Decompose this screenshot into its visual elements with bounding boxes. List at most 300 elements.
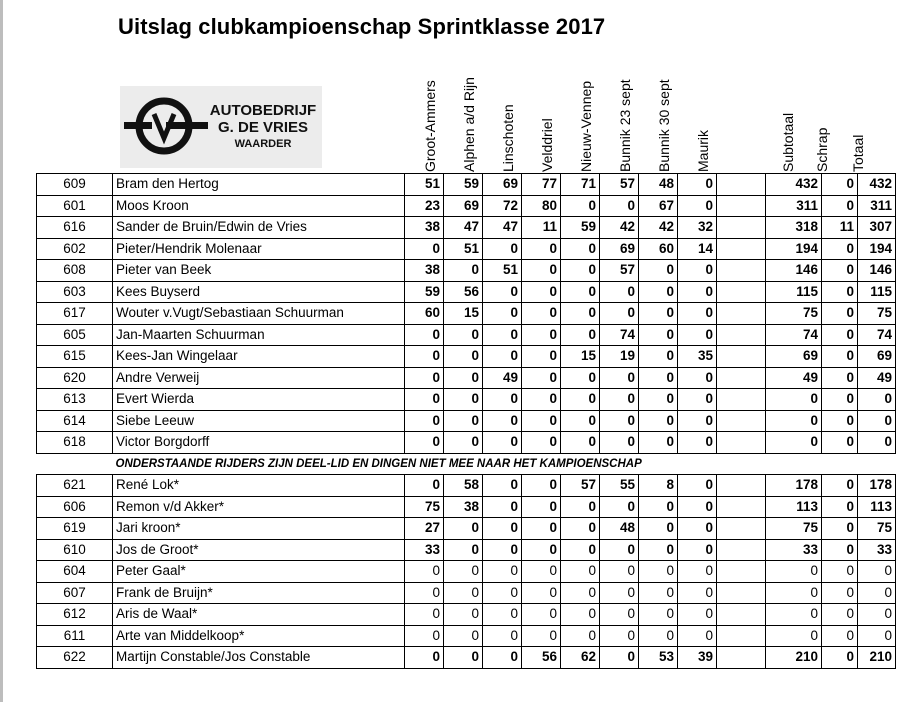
empty-cell <box>717 647 766 669</box>
schrap-cell: 0 <box>822 324 858 346</box>
score-cell: 32 <box>678 217 717 239</box>
rider-number: 603 <box>37 281 113 303</box>
score-cell: 0 <box>405 625 444 647</box>
score-cell: 0 <box>639 324 678 346</box>
score-cell: 69 <box>444 195 483 217</box>
score-cell: 0 <box>678 367 717 389</box>
subtotal-cell: 69 <box>766 346 822 368</box>
rider-number: 606 <box>37 496 113 518</box>
logo-line-3: WAARDER <box>234 138 292 150</box>
table-row <box>37 539 896 561</box>
empty-cell <box>717 475 766 497</box>
logo-text <box>204 102 322 153</box>
score-cell: 75 <box>405 496 444 518</box>
score-cell: 38 <box>444 496 483 518</box>
score-cell: 14 <box>678 238 717 260</box>
score-cell: 59 <box>405 281 444 303</box>
score-cell: 0 <box>405 582 444 604</box>
score-cell: 0 <box>522 625 561 647</box>
rider-number: 602 <box>37 238 113 260</box>
score-cell: 51 <box>444 238 483 260</box>
subtotal-cell: 0 <box>766 582 822 604</box>
total-cell: 311 <box>858 195 896 217</box>
total-cell: 113 <box>858 496 896 518</box>
score-cell: 38 <box>405 217 444 239</box>
rider-name: Aris de Waal* <box>113 604 405 626</box>
score-cell: 0 <box>483 281 522 303</box>
score-cell: 0 <box>561 389 600 411</box>
score-cell: 58 <box>444 475 483 497</box>
subtotal-cell: 49 <box>766 367 822 389</box>
score-cell: 53 <box>639 647 678 669</box>
score-cell: 39 <box>678 647 717 669</box>
score-cell: 0 <box>444 432 483 454</box>
schrap-cell: 0 <box>822 561 858 583</box>
score-cell: 0 <box>483 647 522 669</box>
score-cell: 69 <box>483 174 522 196</box>
rider-number: 615 <box>37 346 113 368</box>
score-cell: 0 <box>639 539 678 561</box>
score-cell: 0 <box>444 582 483 604</box>
rider-name: Sander de Bruin/Edwin de Vries <box>113 217 405 239</box>
table-row <box>37 217 896 239</box>
score-cell: 0 <box>522 539 561 561</box>
rider-name: Martijn Constable/Jos Constable <box>113 647 405 669</box>
empty-cell <box>717 432 766 454</box>
score-cell: 0 <box>483 389 522 411</box>
total-cell: 33 <box>858 539 896 561</box>
score-cell: 0 <box>522 518 561 540</box>
subtotal-cell: 178 <box>766 475 822 497</box>
rider-name: Frank de Bruijn* <box>113 582 405 604</box>
subtotal-cell: 194 <box>766 238 822 260</box>
score-cell: 0 <box>600 303 639 325</box>
score-cell: 0 <box>678 539 717 561</box>
total-cell: 75 <box>858 518 896 540</box>
rider-number: 616 <box>37 217 113 239</box>
rider-name: Peter Gaal* <box>113 561 405 583</box>
empty-cell <box>717 582 766 604</box>
score-cell: 0 <box>678 281 717 303</box>
score-cell: 51 <box>405 174 444 196</box>
score-cell: 0 <box>522 410 561 432</box>
score-cell: 0 <box>522 496 561 518</box>
rider-number: 605 <box>37 324 113 346</box>
score-cell: 0 <box>522 260 561 282</box>
score-cell: 77 <box>522 174 561 196</box>
score-cell: 59 <box>444 174 483 196</box>
rider-name: Moos Kroon <box>113 195 405 217</box>
empty-cell <box>717 410 766 432</box>
rider-name: Arte van Middelkoop* <box>113 625 405 647</box>
score-cell: 0 <box>561 367 600 389</box>
deel-lid-note: ONDERSTAANDE RIJDERS ZIJN DEEL-LID EN DINGEN NIET MEE NAAR HET KAMPIOENSCHAP <box>113 453 896 475</box>
schrap-cell: 0 <box>822 174 858 196</box>
total-cell: 69 <box>858 346 896 368</box>
score-cell: 0 <box>561 539 600 561</box>
score-cell: 0 <box>600 561 639 583</box>
score-cell: 0 <box>678 260 717 282</box>
score-cell: 0 <box>600 625 639 647</box>
table-row <box>37 367 896 389</box>
score-cell: 0 <box>522 475 561 497</box>
score-cell: 0 <box>639 260 678 282</box>
score-cell: 0 <box>444 518 483 540</box>
score-cell: 0 <box>561 324 600 346</box>
subtotal-cell: 0 <box>766 561 822 583</box>
table-row <box>37 475 896 497</box>
score-cell: 11 <box>522 217 561 239</box>
rider-number: 617 <box>37 303 113 325</box>
score-cell: 0 <box>639 389 678 411</box>
score-cell: 0 <box>600 496 639 518</box>
score-cell: 0 <box>405 346 444 368</box>
schrap-cell: 0 <box>822 260 858 282</box>
score-cell: 0 <box>639 281 678 303</box>
score-cell: 0 <box>678 432 717 454</box>
table-row <box>37 303 896 325</box>
score-cell: 0 <box>444 647 483 669</box>
score-cell: 60 <box>405 303 444 325</box>
table-row <box>37 195 896 217</box>
score-cell: 0 <box>561 303 600 325</box>
score-cell: 0 <box>444 346 483 368</box>
score-cell: 0 <box>678 625 717 647</box>
total-cell: 0 <box>858 410 896 432</box>
empty-cell <box>717 238 766 260</box>
rider-number: 619 <box>37 518 113 540</box>
score-cell: 67 <box>639 195 678 217</box>
table-row <box>37 174 896 196</box>
schrap-cell: 0 <box>822 647 858 669</box>
subtotal-cell: 75 <box>766 518 822 540</box>
gear-logo-icon <box>124 92 208 162</box>
score-cell: 0 <box>522 582 561 604</box>
score-cell: 42 <box>639 217 678 239</box>
empty-cell <box>717 281 766 303</box>
schrap-cell: 0 <box>822 518 858 540</box>
score-cell: 80 <box>522 195 561 217</box>
total-cell: 0 <box>858 389 896 411</box>
schrap-cell: 0 <box>822 496 858 518</box>
score-cell: 0 <box>522 432 561 454</box>
empty-cell <box>717 389 766 411</box>
score-cell: 8 <box>639 475 678 497</box>
score-cell: 0 <box>561 582 600 604</box>
rider-number: 608 <box>37 260 113 282</box>
score-cell: 38 <box>405 260 444 282</box>
score-cell: 0 <box>405 647 444 669</box>
score-cell: 59 <box>561 217 600 239</box>
score-cell: 0 <box>678 389 717 411</box>
score-cell: 0 <box>678 174 717 196</box>
table-row <box>37 647 896 669</box>
total-cell: 0 <box>858 604 896 626</box>
table-row <box>37 561 896 583</box>
score-cell: 0 <box>600 647 639 669</box>
score-cell: 0 <box>405 238 444 260</box>
schrap-cell: 0 <box>822 303 858 325</box>
rider-name: Jari kroon* <box>113 518 405 540</box>
score-cell: 0 <box>522 604 561 626</box>
subtotal-cell: 0 <box>766 625 822 647</box>
score-cell: 0 <box>483 346 522 368</box>
score-cell: 0 <box>561 238 600 260</box>
score-cell: 0 <box>561 260 600 282</box>
score-cell: 0 <box>444 410 483 432</box>
results-table <box>36 173 896 669</box>
score-cell: 0 <box>405 324 444 346</box>
total-cell: 0 <box>858 432 896 454</box>
subtotal-cell: 0 <box>766 410 822 432</box>
rider-name: Remon v/d Akker* <box>113 496 405 518</box>
score-cell: 0 <box>444 367 483 389</box>
rider-name: Evert Wierda <box>113 389 405 411</box>
score-cell: 0 <box>639 625 678 647</box>
score-cell: 0 <box>483 324 522 346</box>
score-cell: 48 <box>600 518 639 540</box>
schrap-cell: 0 <box>822 625 858 647</box>
rider-name: Jos de Groot* <box>113 539 405 561</box>
score-cell: 0 <box>639 604 678 626</box>
score-cell: 0 <box>561 432 600 454</box>
score-cell: 0 <box>405 604 444 626</box>
score-cell: 0 <box>561 195 600 217</box>
score-cell: 0 <box>483 539 522 561</box>
score-cell: 0 <box>483 432 522 454</box>
score-cell: 27 <box>405 518 444 540</box>
schrap-cell: 11 <box>822 217 858 239</box>
score-cell: 0 <box>483 238 522 260</box>
score-cell: 0 <box>444 604 483 626</box>
score-cell: 0 <box>678 604 717 626</box>
score-cell: 0 <box>444 324 483 346</box>
score-cell: 0 <box>405 367 444 389</box>
schrap-cell: 0 <box>822 195 858 217</box>
table-row <box>37 324 896 346</box>
score-cell: 0 <box>639 561 678 583</box>
score-cell: 0 <box>678 518 717 540</box>
schrap-cell: 0 <box>822 389 858 411</box>
score-cell: 0 <box>639 303 678 325</box>
score-cell: 0 <box>678 195 717 217</box>
logo-line-2: G. DE VRIES <box>217 119 309 136</box>
rider-name: René Lok* <box>113 475 405 497</box>
empty-cell <box>717 367 766 389</box>
score-cell: 47 <box>483 217 522 239</box>
score-cell: 0 <box>405 410 444 432</box>
score-cell: 0 <box>405 475 444 497</box>
score-cell: 48 <box>639 174 678 196</box>
score-cell: 0 <box>678 496 717 518</box>
empty-cell <box>37 453 113 475</box>
score-cell: 0 <box>639 367 678 389</box>
logo-line-1: AUTOBEDRIJF <box>209 102 317 119</box>
score-cell: 0 <box>639 582 678 604</box>
score-cell: 57 <box>561 475 600 497</box>
empty-cell <box>717 518 766 540</box>
subtotal-cell: 115 <box>766 281 822 303</box>
score-cell: 0 <box>600 281 639 303</box>
subtotal-cell: 318 <box>766 217 822 239</box>
score-cell: 19 <box>600 346 639 368</box>
rider-number: 610 <box>37 539 113 561</box>
score-cell: 62 <box>561 647 600 669</box>
empty-cell <box>717 539 766 561</box>
rider-name: Andre Verweij <box>113 367 405 389</box>
score-cell: 0 <box>444 389 483 411</box>
empty-cell <box>717 217 766 239</box>
score-cell: 0 <box>561 561 600 583</box>
subtotal-cell: 432 <box>766 174 822 196</box>
schrap-cell: 0 <box>822 367 858 389</box>
score-cell: 0 <box>639 346 678 368</box>
total-cell: 210 <box>858 647 896 669</box>
total-cell: 0 <box>858 582 896 604</box>
rider-name: Siebe Leeuw <box>113 410 405 432</box>
score-cell: 0 <box>561 496 600 518</box>
rider-name: Pieter/Hendrik Molenaar <box>113 238 405 260</box>
rider-number: 621 <box>37 475 113 497</box>
rider-name: Kees-Jan Wingelaar <box>113 346 405 368</box>
page-title: Uitslag clubkampioenschap Sprintklasse 2017 <box>118 14 606 39</box>
deel-lid-note-row <box>37 453 896 475</box>
score-cell: 0 <box>678 324 717 346</box>
total-cell: 307 <box>858 217 896 239</box>
table-row <box>37 410 896 432</box>
subtotal-cell: 0 <box>766 389 822 411</box>
total-cell: 74 <box>858 324 896 346</box>
score-cell: 0 <box>678 475 717 497</box>
score-cell: 23 <box>405 195 444 217</box>
score-cell: 42 <box>600 217 639 239</box>
rider-number: 604 <box>37 561 113 583</box>
table-row <box>37 518 896 540</box>
score-cell: 0 <box>561 625 600 647</box>
score-cell: 0 <box>678 582 717 604</box>
rider-number: 609 <box>37 174 113 196</box>
score-cell: 0 <box>522 238 561 260</box>
score-cell: 0 <box>600 582 639 604</box>
subtotal-cell: 0 <box>766 604 822 626</box>
empty-cell <box>717 324 766 346</box>
score-cell: 0 <box>678 561 717 583</box>
score-cell: 0 <box>522 389 561 411</box>
rider-name: Pieter van Beek <box>113 260 405 282</box>
score-cell: 71 <box>561 174 600 196</box>
score-cell: 0 <box>522 346 561 368</box>
table-row <box>37 604 896 626</box>
score-cell: 0 <box>444 260 483 282</box>
empty-cell <box>717 625 766 647</box>
table-row <box>37 346 896 368</box>
rider-number: 618 <box>37 432 113 454</box>
score-cell: 0 <box>639 432 678 454</box>
schrap-cell: 0 <box>822 604 858 626</box>
score-cell: 0 <box>678 410 717 432</box>
schrap-cell: 0 <box>822 475 858 497</box>
empty-cell <box>717 604 766 626</box>
subtotal-cell: 311 <box>766 195 822 217</box>
score-cell: 57 <box>600 260 639 282</box>
score-cell: 0 <box>483 475 522 497</box>
score-cell: 56 <box>522 647 561 669</box>
table-row <box>37 432 896 454</box>
score-cell: 15 <box>561 346 600 368</box>
score-cell: 0 <box>600 604 639 626</box>
total-cell: 0 <box>858 625 896 647</box>
rider-number: 611 <box>37 625 113 647</box>
rider-number: 612 <box>37 604 113 626</box>
score-cell: 0 <box>444 539 483 561</box>
rider-number: 601 <box>37 195 113 217</box>
rider-name: Victor Borgdorff <box>113 432 405 454</box>
rider-number: 614 <box>37 410 113 432</box>
table-row <box>37 582 896 604</box>
table-row <box>37 625 896 647</box>
subtotal-cell: 75 <box>766 303 822 325</box>
schrap-cell: 0 <box>822 238 858 260</box>
score-cell: 0 <box>561 410 600 432</box>
score-cell: 0 <box>561 604 600 626</box>
score-cell: 0 <box>639 496 678 518</box>
score-cell: 0 <box>600 410 639 432</box>
empty-cell <box>717 195 766 217</box>
schrap-cell: 0 <box>822 410 858 432</box>
subtotal-cell: 210 <box>766 647 822 669</box>
score-cell: 0 <box>483 604 522 626</box>
score-cell: 0 <box>600 432 639 454</box>
subtotal-cell: 0 <box>766 432 822 454</box>
score-cell: 56 <box>444 281 483 303</box>
total-cell: 115 <box>858 281 896 303</box>
score-cell: 0 <box>561 518 600 540</box>
score-cell: 57 <box>600 174 639 196</box>
score-cell: 0 <box>600 367 639 389</box>
schrap-cell: 0 <box>822 582 858 604</box>
empty-cell <box>717 496 766 518</box>
score-cell: 0 <box>444 561 483 583</box>
score-cell: 0 <box>522 281 561 303</box>
score-cell: 0 <box>483 561 522 583</box>
score-cell: 35 <box>678 346 717 368</box>
score-cell: 72 <box>483 195 522 217</box>
total-cell: 146 <box>858 260 896 282</box>
subtotal-cell: 74 <box>766 324 822 346</box>
rider-number: 622 <box>37 647 113 669</box>
subtotal-cell: 146 <box>766 260 822 282</box>
score-cell: 0 <box>483 625 522 647</box>
empty-cell <box>717 174 766 196</box>
table-row <box>37 281 896 303</box>
schrap-cell: 0 <box>822 346 858 368</box>
rider-name: Wouter v.Vugt/Sebastiaan Schuurman <box>113 303 405 325</box>
score-cell: 0 <box>561 281 600 303</box>
score-cell: 60 <box>639 238 678 260</box>
empty-cell <box>717 346 766 368</box>
score-cell: 0 <box>483 582 522 604</box>
rider-number: 607 <box>37 582 113 604</box>
score-cell: 0 <box>405 389 444 411</box>
subtotal-cell: 33 <box>766 539 822 561</box>
score-cell: 0 <box>678 303 717 325</box>
score-cell: 0 <box>639 410 678 432</box>
rider-number: 613 <box>37 389 113 411</box>
results-table-body <box>37 174 896 669</box>
score-cell: 0 <box>444 625 483 647</box>
rider-name: Bram den Hertog <box>113 174 405 196</box>
score-cell: 0 <box>483 410 522 432</box>
